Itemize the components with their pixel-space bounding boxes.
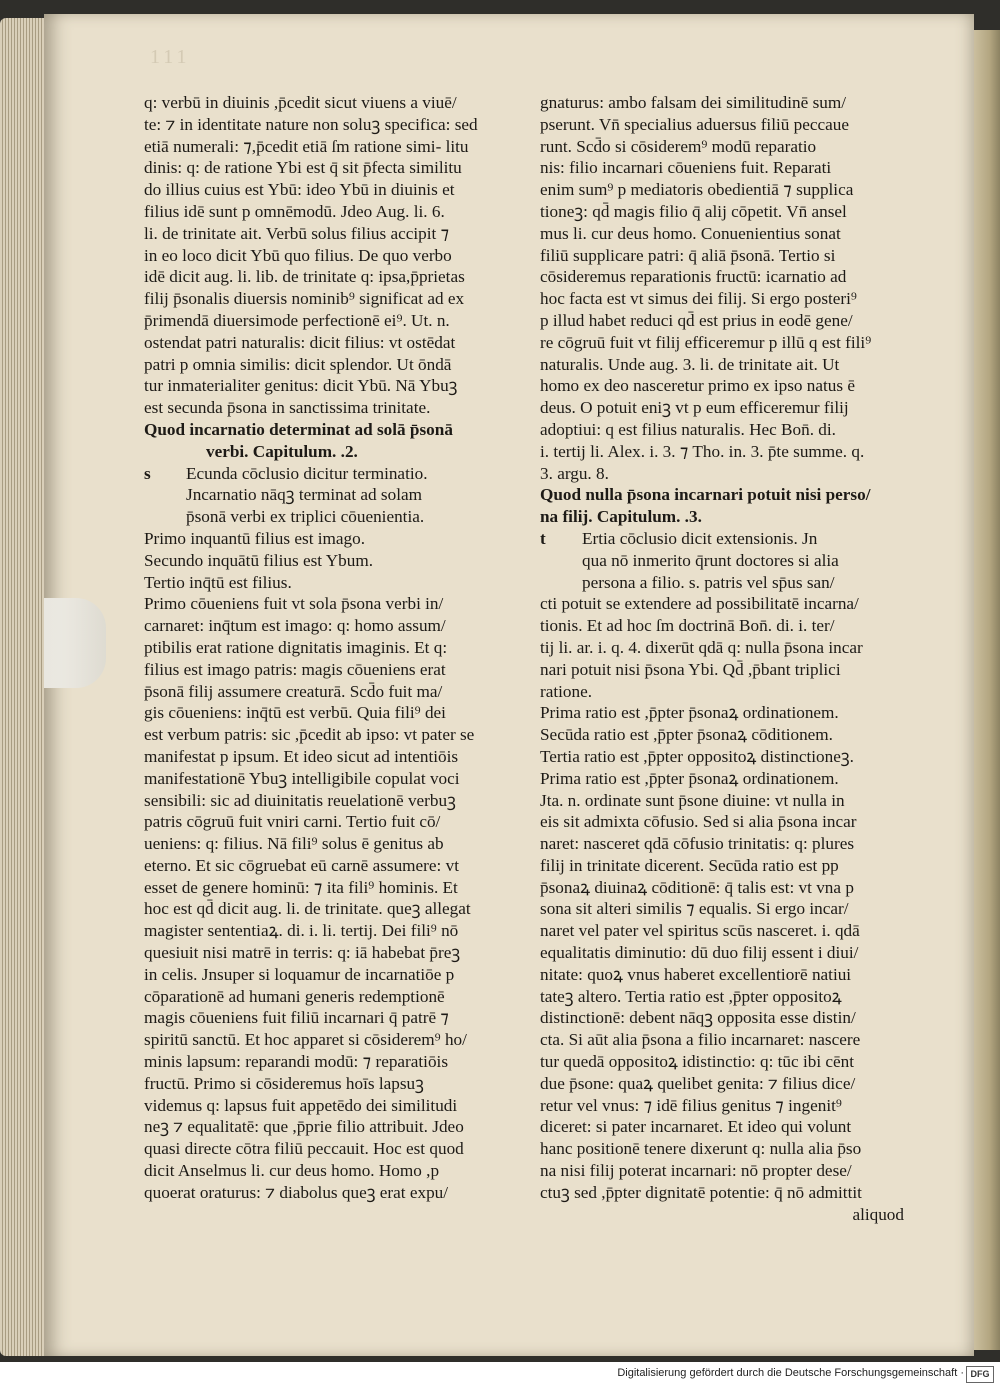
- chapter-2-body: [144, 463, 522, 1204]
- right-text-line: gnaturus: ambo falsam dei similitudinē sum/: [540, 93, 846, 112]
- left-text-line: li. de trinitate ait. Verbū solus filius accipit ⁊: [144, 223, 450, 243]
- chapter-3-text-line: filij in trinitate dicerent. Secūda ratio est pp: [540, 855, 839, 875]
- right-text-line: pserunt. Vn̄ specialius aduersus filiū peccaue: [540, 114, 849, 134]
- chapter-2-text-line: dicit Anselmus li. cur deus homo. Homo ,p: [144, 1161, 440, 1181]
- chapter-3-text-line: retur vel vnus: ⁊ idē filius genitus ⁊ ingenit⁹: [540, 1095, 842, 1115]
- right-text-line: deus. O potuit eniꝫ vt p eum efficeremur filij: [540, 398, 849, 418]
- left-text-line: filius idē sunt p omnēmodū. Jdeo Aug. li. 6.: [144, 201, 445, 221]
- chapter-2-text-line: patris cōgruū fuit vniri carni. Tertio fuit cō/: [144, 812, 441, 832]
- chapter-3-text-line: due p̄sone: quaꝝ quelibet genita: ⁊ filius dice/: [540, 1073, 856, 1093]
- chapter-3-text-line: tij li. ar. i. q. 4. dixerūt qdā q: nulla p̄sona incar: [540, 637, 863, 657]
- chapter-2-text-line: videmus q: lapsus fuit appetēdo dei similitudi: [144, 1095, 458, 1115]
- initial-letter: t: [540, 528, 546, 548]
- chapter-3-text-line: sona sit alteri similis ⁊ equalis. Si ergo incar/: [540, 899, 849, 919]
- chapter-3-text-line: qua nō inmerito q̄runt doctores si alia: [582, 550, 839, 570]
- right-text-line: naturalis. Unde aug. 3. li. de trinitate ait. Ut: [540, 354, 840, 374]
- chapter-2-text-line: esset de genere hominū: ⁊ ita fili⁹ hominis. Et: [144, 877, 458, 897]
- chapter-3-text-line: persona a filio. s. patris vel sp̄us san/: [582, 572, 835, 592]
- chapter-2-text-line: neꝫ ⁊ equalitatē: que ,p̄prie filio attribuit. Jdeo: [144, 1117, 464, 1137]
- chapter-2-text-line: magis cōueniens fuit filiū incarnari q̄ patrē ⁊: [144, 1008, 449, 1028]
- left-text-line: q: verbū in diuinis ,p̄cedit sicut viuens a viuē/: [144, 93, 457, 112]
- chapter-2-text-line: [144, 463, 522, 485]
- chapter-2-text-line: spiritū sanctū. Et hoc apparet si cōsiderem⁹ ho/: [144, 1030, 467, 1050]
- chapter-2-text-line: p̄sonā verbi ex triplici cōuenientia.: [186, 507, 425, 527]
- chapter-2-text-line: minis lapsum: reparandi modū: ⁊ reparatiōis: [144, 1052, 449, 1072]
- chapter-3-text-line-text: Ertia cōclusio dicit extensionis. Jn: [582, 528, 818, 548]
- right-text-line: i. tertij li. Alex. i. 3. ⁊ Tho. in. 3. p̄te summe. q.: [540, 441, 865, 461]
- chapter-2-text-line: ptibilis erat ratione dignitatis imaginis. Et q:: [144, 637, 448, 657]
- dfg-logo-icon: DFG: [966, 1366, 994, 1383]
- chapter-3-text-line: cti potuit se extendere ad possibilitatē incarna/: [540, 594, 859, 614]
- chapter-2-text-line: filius est imago patris: magis cōueniens erat: [144, 659, 446, 679]
- chapter-2-text-line: magister sententiaꝝ. di. i. li. tertij. Dei fili⁹ nō: [144, 921, 459, 941]
- chapter-2-text-line: fructū. Primo si cōsideremus hoīs lapsuꝫ: [144, 1073, 424, 1093]
- chapter-3-heading: Quod nulla p̄sona incarnari potuit nisi perso/: [540, 485, 871, 505]
- left-text-line: est secunda p̄sona in sanctissima trinitate.: [144, 398, 431, 418]
- chapter-3-heading-line2: na filij. Capitulum. .3.: [540, 507, 702, 527]
- right-paragraph: [540, 92, 912, 484]
- right-text-line: homo ex deo nasceretur primo ex ipso natus ē: [540, 376, 856, 396]
- chapter-3-text-line: nitate: quoꝝ vnus haberet excellentiorē natiui: [540, 964, 852, 984]
- right-page-edge: [974, 30, 1000, 1350]
- left-text-line: dinis: q: de ratione Ybi est q̄ sit p̄fecta similitu: [144, 158, 462, 178]
- chapter-3-text-line: Tertia ratio est ,p̄pter oppositoꝝ distinctioneꝫ.: [540, 746, 854, 766]
- right-text-line: cōsideremus reparationis fructū: icarnatio ad: [540, 267, 847, 287]
- left-paragraph: [144, 92, 522, 419]
- chapter-2-text-line: hoc est qd̄ dicit aug. li. de trinitate. queꝫ allegat: [144, 899, 471, 919]
- chapter-2-text-line: gis cōueniens: inq̄tū est verbū. Quia fili⁹ dei: [144, 703, 446, 723]
- chapter-2-text-line: quasi directe cōtra filiū peccauit. Hoc est quod: [144, 1139, 464, 1159]
- chapter-2-heading: Quod incarnatio determinat ad solā p̄sonā: [144, 419, 453, 439]
- chapter-3-text-line: tateꝫ altero. Tertia ratio est ,p̄pter oppositoꝝ: [540, 986, 842, 1006]
- right-text-line: 3. argu. 8.: [540, 463, 609, 483]
- chapter-3-text-line: tur quedā oppositoꝝ idistinctio: q: tūc ibi cēnt: [540, 1052, 855, 1072]
- left-text-line: do illius cuius est Ybū: ideo Ybū in diuinis et: [144, 180, 455, 200]
- right-text-line: re cōgruū fuit vt filij efficeremur p illū q est fili⁹: [540, 332, 872, 352]
- chapter-3-text-line: naret vel pater vel spiritus scūs nasceret. i. qdā: [540, 921, 860, 941]
- right-text-line: adoptiui: q est filius naturalis. Hec Bon̄. di.: [540, 419, 836, 439]
- left-text-line: tur inmaterialiter genitus: dicit Ybū. Nā Ybuꝫ: [144, 376, 458, 396]
- initial-letter: s: [144, 463, 151, 483]
- right-text-column: [540, 92, 912, 1225]
- right-text-line: filiū supplicare patri: q̄ aliā p̄sonā. Tertio si: [540, 245, 836, 265]
- chapter-2-text-line: Jncarnatio nāqꝫ terminat ad solam: [186, 485, 422, 505]
- chapter-2-text-line: quesiuit nisi matrē in terris: q: iā habebat p̄reꝫ: [144, 943, 461, 963]
- right-text-line: mus li. cur deus homo. Conuenientius sonat: [540, 223, 841, 243]
- chapter-3-text-line: hanc positionē tenere dixerunt q: nulla alia p̄so: [540, 1139, 862, 1159]
- left-text-line: ostendat patri naturalis: dicit filius: vt ostēdat: [144, 332, 456, 352]
- chapter-2-text-line: cōparationē ad humani generis redemptionē: [144, 986, 445, 1006]
- left-text-line: p̄rimendā diuersimode perfectionē ei⁹. Ut. n.: [144, 310, 450, 330]
- chapter-3-text-line: [540, 528, 912, 550]
- left-text-line: idē dicit aug. li. lib. de trinitate q: ipsa,p̄prietas: [144, 267, 465, 287]
- chapter-3-body: [540, 528, 912, 1204]
- chapter-2-text-line: p̄sonā filij assumere creaturā. Scd̄o fuit ma/: [144, 681, 443, 701]
- chapter-3-text-line: tionis. Et ad hoc ſm doctrinā Bon̄. di. i. ter/: [540, 616, 835, 636]
- page-number: 111: [150, 46, 191, 68]
- left-text-line: in eo loco dicit Ybū quo filius. De quo verbo: [144, 245, 452, 265]
- chapter-2-text-line: est verbum patris: sic ,p̄cedit ab ipso: vt pater se: [144, 725, 475, 745]
- chapter-2-text-line: Tertio inq̄tū est filius.: [144, 572, 292, 592]
- chapter-3-text-line: distinctionē: debent nāqꝫ opposita esse distin/: [540, 1008, 856, 1028]
- chapter-2-heading-line2: verbi. Capitulum. .2.: [206, 441, 358, 461]
- chapter-2-text-line: Primo cōueniens fuit vt sola p̄sona verbi in/: [144, 594, 444, 614]
- chapter-2-text-line: sensibili: sic ad diuinitatis reuelationē verbuꝫ: [144, 790, 456, 810]
- chapter-2-text-line: Secundo inquātū filius est Ybum.: [144, 550, 373, 570]
- chapter-3-text-line: ratione.: [540, 681, 593, 701]
- right-text-line: enim sum⁹ p mediatoris obedientiā ⁊ supplica: [540, 180, 854, 200]
- chapter-3-text-line: p̄sonaꝝ diuinaꝝ cōditionē: q̄ talis est: vt vna p: [540, 877, 854, 897]
- chapter-3-text-line: diceret: si pater incarnaret. Et ideo qui volunt: [540, 1117, 852, 1137]
- chapter-3-text-line: cta. Si aūt alia p̄sona a filio incarnaret: nascere: [540, 1030, 861, 1050]
- chapter-3-text-line: ctuꝫ sed ,p̄pter dignitatē potentie: q̄ nō admittit: [540, 1182, 862, 1202]
- chapter-2-text-line: in celis. Jnsuper si loquamur de incarnatiōe p: [144, 964, 455, 984]
- left-text-line: te: ⁊ in identitate nature non soluꝫ specifica: sed: [144, 114, 478, 134]
- left-text-line: filij p̄sonalis diuersis nominib⁹ significat ad ex: [144, 289, 465, 309]
- chapter-3-text-line: Prima ratio est ,p̄pter p̄sonaꝝ ordinationem.: [540, 703, 839, 723]
- chapter-3-text-line: naret: nasceret qdā cōfusio trinitatis: q: plures: [540, 834, 855, 854]
- bookmark-strip: [44, 598, 106, 688]
- right-text-line: p illud habet reduci qd̄ est prius in eodē gene/: [540, 310, 853, 330]
- chapter-3-text-line: Secūda ratio est ,p̄pter p̄sonaꝝ cōditionem.: [540, 725, 833, 745]
- left-text-line: patri p omnia similis: dicit splendor. Ut ōndā: [144, 354, 452, 374]
- chapter-3-text-line: equalitatis diminutio: dū duo filij essent i diui/: [540, 943, 859, 963]
- chapter-2-text-line: manifestationē Ybuꝫ intelligibile copulat voci: [144, 768, 460, 788]
- page-edges: [0, 18, 48, 1356]
- catchword: aliquod: [852, 1204, 904, 1224]
- chapter-2-text-line: carnaret: inq̄tum est imago: q: homo assum/: [144, 616, 446, 636]
- chapter-2-text-line: manifestat p ipsum. Et ideo sicut ad intentiōis: [144, 746, 459, 766]
- chapter-3-text-line: Prima ratio est ,p̄pter p̄sonaꝝ ordinationem.: [540, 768, 839, 788]
- chapter-3-text-line: nari potuit nisi p̄sona Ybi. Qd̄ ,p̄bant triplici: [540, 659, 841, 679]
- footer-credit: Digitalisierung gefördert durch die Deutsche Forschungsgemeinschaft ·: [617, 1367, 964, 1379]
- chapter-3-text-line: eis sit admixta cōfusio. Sed si alia p̄sona incar: [540, 812, 857, 832]
- right-text-line: tioneꝫ: qd̄ magis filio q̄ alij cōpetit. Vn̄ ansel: [540, 201, 847, 221]
- left-text-column: [144, 92, 522, 1204]
- chapter-2-text-line: Primo inquantū filius est imago.: [144, 528, 366, 548]
- chapter-2-text-line: ueniens: q: filius. Nā fili⁹ solus ē genitus ab: [144, 834, 444, 854]
- right-text-line: runt. Scd̄o si cōsiderem⁹ modū reparatio: [540, 136, 817, 156]
- chapter-3-text-line: na nisi filij poterat incarnari: nō propter dese/: [540, 1161, 852, 1181]
- chapter-2-text-line: eterno. Et sic cōgruebat eū carnē assumere: vt: [144, 855, 459, 875]
- right-text-line: hoc facta est vt simus dei filij. Si ergo posteri⁹: [540, 289, 857, 309]
- right-text-line: nis: filio incarnari cōueniens fuit. Reparati: [540, 158, 832, 178]
- chapter-2-text-line-text: Ecunda cōclusio dicitur terminatio.: [186, 463, 428, 483]
- chapter-3-text-line: Jta. n. ordinate sunt p̄sone diuine: vt nulla in: [540, 790, 845, 810]
- left-text-line: etiā numerali: ⁊,p̄cedit etiā ſm ratione simi- litu: [144, 136, 469, 156]
- footer-bar: [0, 1362, 1000, 1387]
- chapter-2-text-line: quoerat oraturus: ⁊ diabolus queꝫ erat expu/: [144, 1182, 449, 1202]
